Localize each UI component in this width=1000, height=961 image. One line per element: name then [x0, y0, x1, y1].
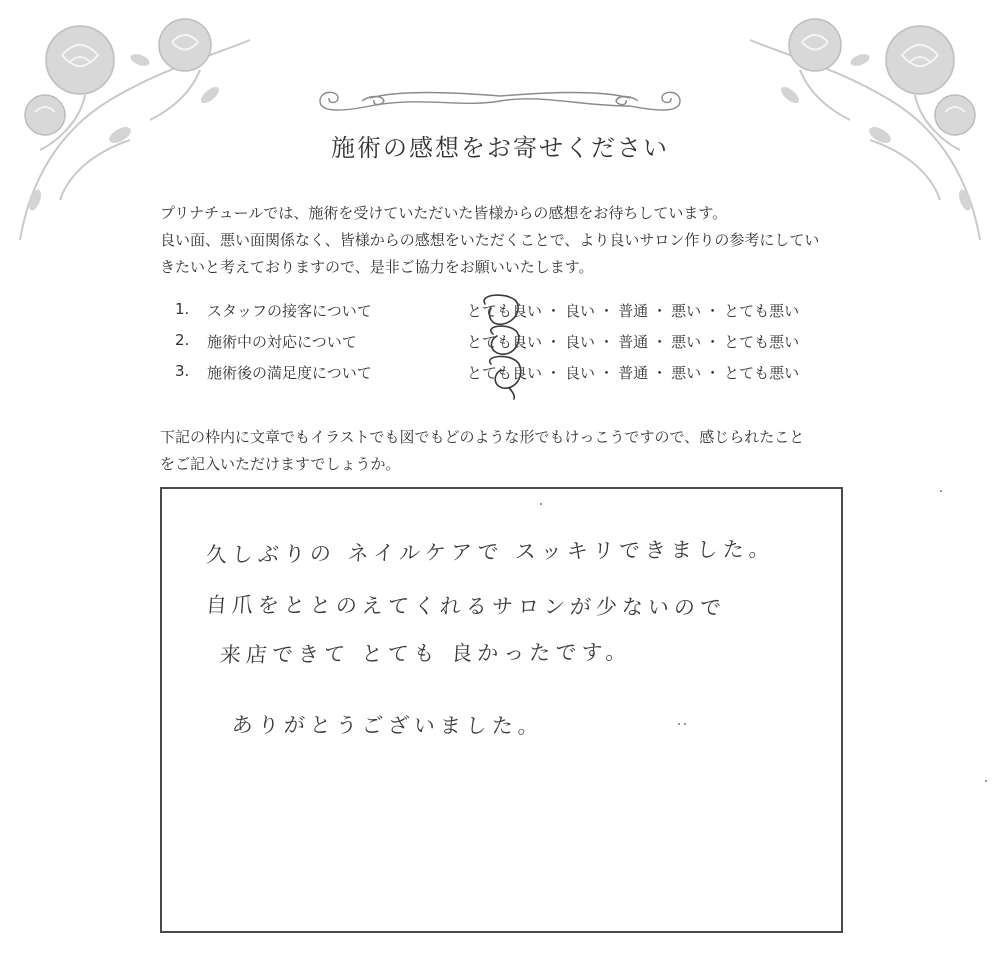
intro-text	[160, 200, 860, 281]
scale-separator: ・	[652, 364, 668, 382]
rating-option-very-good[interactable]: とても良い	[467, 333, 543, 351]
question-number: 1.	[175, 300, 190, 318]
scan-speck	[985, 780, 987, 782]
scale-separator: ・	[705, 302, 721, 320]
scale-separator: ・	[652, 302, 668, 320]
scan-speck	[540, 503, 542, 505]
hand-drawn-circle-icon	[465, 290, 555, 400]
page-title: 施術の感想をお寄せください	[331, 134, 669, 162]
scroll-flourish-icon	[310, 84, 690, 118]
comment-box[interactable]	[160, 487, 843, 933]
instruction-line: をご記入いただけますでしょうか。	[160, 455, 401, 473]
scale-separator: ・	[546, 302, 562, 320]
handwritten-line: 自爪をととのえてくれるサロンが少ないので	[205, 593, 727, 620]
scale-separator: ・	[599, 302, 615, 320]
scale-separator: ・	[705, 333, 721, 351]
rating-option-good[interactable]: 良い	[565, 364, 596, 382]
rating-option-normal[interactable]: 普通	[618, 364, 649, 382]
handwritten-line: 来店できて とても 良かったです。	[219, 640, 633, 668]
rating-option-very-bad[interactable]: とても悪い	[724, 333, 800, 351]
handwritten-line: 久しぶりの ネイルケアで スッキリできました。	[205, 537, 776, 568]
instruction-line: 下記の枠内に文章でもイラストでも図でもどのような形でもけっこうですので、感じられたこと	[160, 428, 805, 446]
question-number: 3.	[175, 362, 190, 380]
scan-speck	[940, 490, 942, 492]
scale-separator: ・	[546, 364, 562, 382]
intro-line: プリナチュールでは、施術を受けていただいた皆様からの感想をお待ちしています。	[160, 204, 728, 222]
question-number: 2.	[175, 331, 190, 349]
rating-option-normal[interactable]: 普通	[618, 302, 649, 320]
rating-option-normal[interactable]: 普通	[618, 333, 649, 351]
scale-separator: ・	[599, 364, 615, 382]
scale-separator: ・	[546, 333, 562, 351]
rating-option-good[interactable]: 良い	[565, 302, 596, 320]
rating-option-good[interactable]: 良い	[565, 333, 596, 351]
scale-separator: ・	[599, 333, 615, 351]
instruction-text	[160, 424, 860, 478]
question-text: 施術中の対応について	[207, 333, 357, 351]
rating-option-very-bad[interactable]: とても悪い	[724, 364, 800, 382]
scan-speck	[684, 723, 686, 725]
rating-option-very-bad[interactable]: とても悪い	[724, 302, 800, 320]
question-text: 施術後の満足度について	[207, 364, 372, 382]
rating-option-bad[interactable]: 悪い	[671, 364, 702, 382]
intro-line: きたいと考えておりますので、是非ご協力をお願いいたします。	[160, 258, 594, 276]
rating-option-very-good[interactable]: とても良い	[467, 364, 543, 382]
handwritten-line: ありがとうございました。	[231, 713, 545, 739]
question-text: スタッフの接客について	[207, 302, 372, 320]
scale-separator: ・	[705, 364, 721, 382]
rating-option-bad[interactable]: 悪い	[671, 302, 702, 320]
intro-line: 良い面、悪い面関係なく、皆様からの感想をいただくことで、より良いサロン作りの参考にしてい	[160, 231, 820, 249]
rating-option-very-good[interactable]: とても良い	[467, 302, 543, 320]
rating-option-bad[interactable]: 悪い	[671, 333, 702, 351]
scan-speck	[678, 723, 680, 725]
scale-separator: ・	[652, 333, 668, 351]
